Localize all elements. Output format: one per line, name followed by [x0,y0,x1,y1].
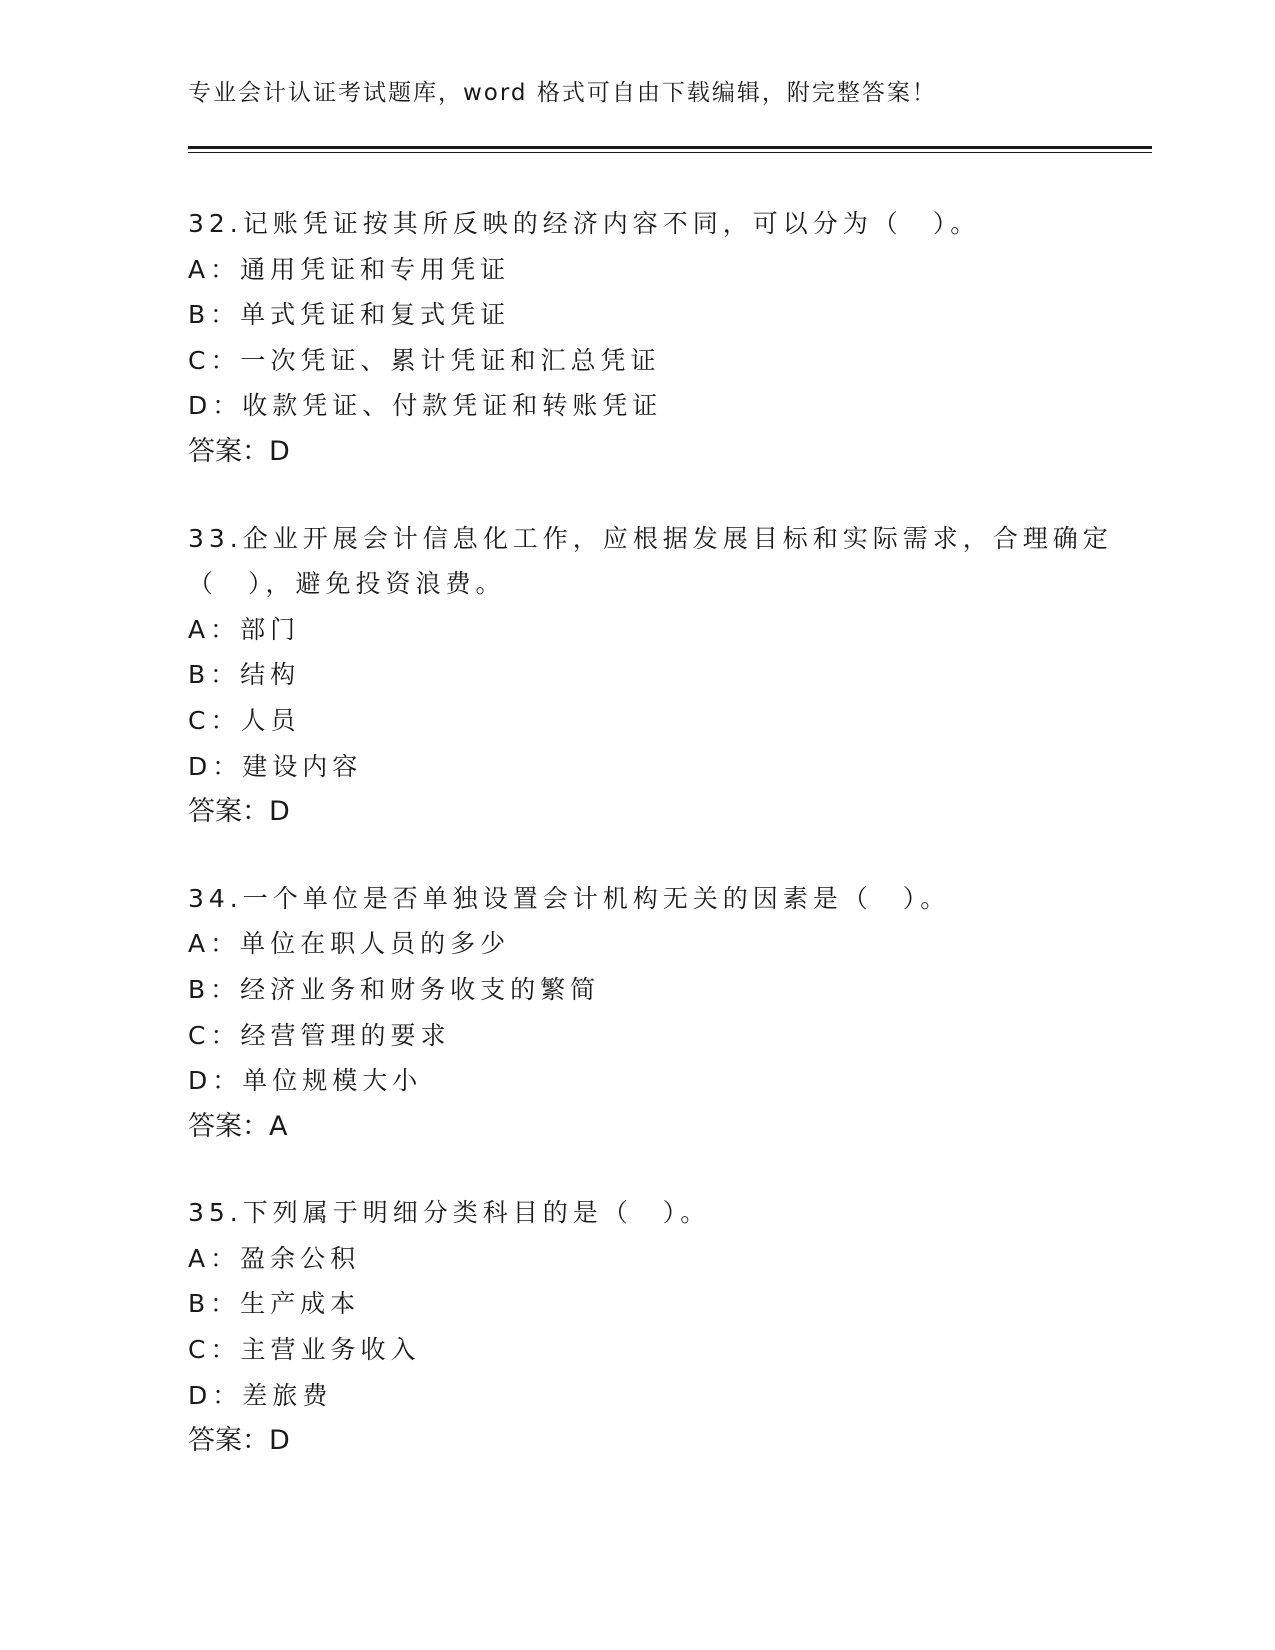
answer-label: 答案：D [188,435,290,467]
page-header-text: 专业会计认证考试题库，word 格式可自由下载编辑，附完整答案！ [188,80,937,106]
option-c: C：一次凭证、累计凭证和汇总凭证 [188,345,661,375]
answer-label: 答案：D [188,1425,290,1457]
question-list [188,201,1113,1505]
question-34 [188,876,1088,1150]
option-d: D：收款凭证、付款凭证和转账凭证 [188,391,663,421]
question-33 [188,516,1113,835]
option-b: B：生产成本 [188,1289,361,1319]
option-a: A：部门 [188,614,301,644]
option-c: C：经营管理的要求 [188,1020,451,1050]
header-divider-thin [188,152,1152,153]
option-c: C：人员 [188,705,301,735]
option-a: A：盈余公积 [188,1243,361,1273]
question-35 [188,1190,1088,1464]
option-b: B：经济业务和财务收支的繁简 [188,974,601,1004]
question-stem: 35.下列属于明细分类科目的是（ ）。 [188,1198,711,1228]
option-b: B：单式凭证和复式凭证 [188,300,511,330]
header-divider-thick [188,146,1152,149]
question-stem: 32.记账凭证按其所反映的经济内容不同，可以分为（ ）。 [188,209,981,238]
option-d: D：单位规模大小 [188,1066,423,1096]
question-stem-line-2: （ ），避免投资浪费。 [188,569,506,599]
answer-label: 答案：D [188,796,290,828]
option-a: A：通用凭证和专用凭证 [188,254,511,284]
question-stem: 34.一个单位是否单独设置会计机构无关的因素是（ ）。 [188,883,951,913]
answer-label: 答案：A [188,1110,288,1142]
option-a: A：单位在职人员的多少 [188,929,511,959]
option-d: D：差旅费 [188,1380,333,1410]
question-stem-line-1: 33.企业开展会计信息化工作，应根据发展目标和实际需求，合理确定 [188,523,1113,553]
option-b: B：结构 [188,660,301,690]
option-c: C：主营业务收入 [188,1335,421,1365]
option-d: D：建设内容 [188,751,363,781]
question-32 [188,201,1088,475]
